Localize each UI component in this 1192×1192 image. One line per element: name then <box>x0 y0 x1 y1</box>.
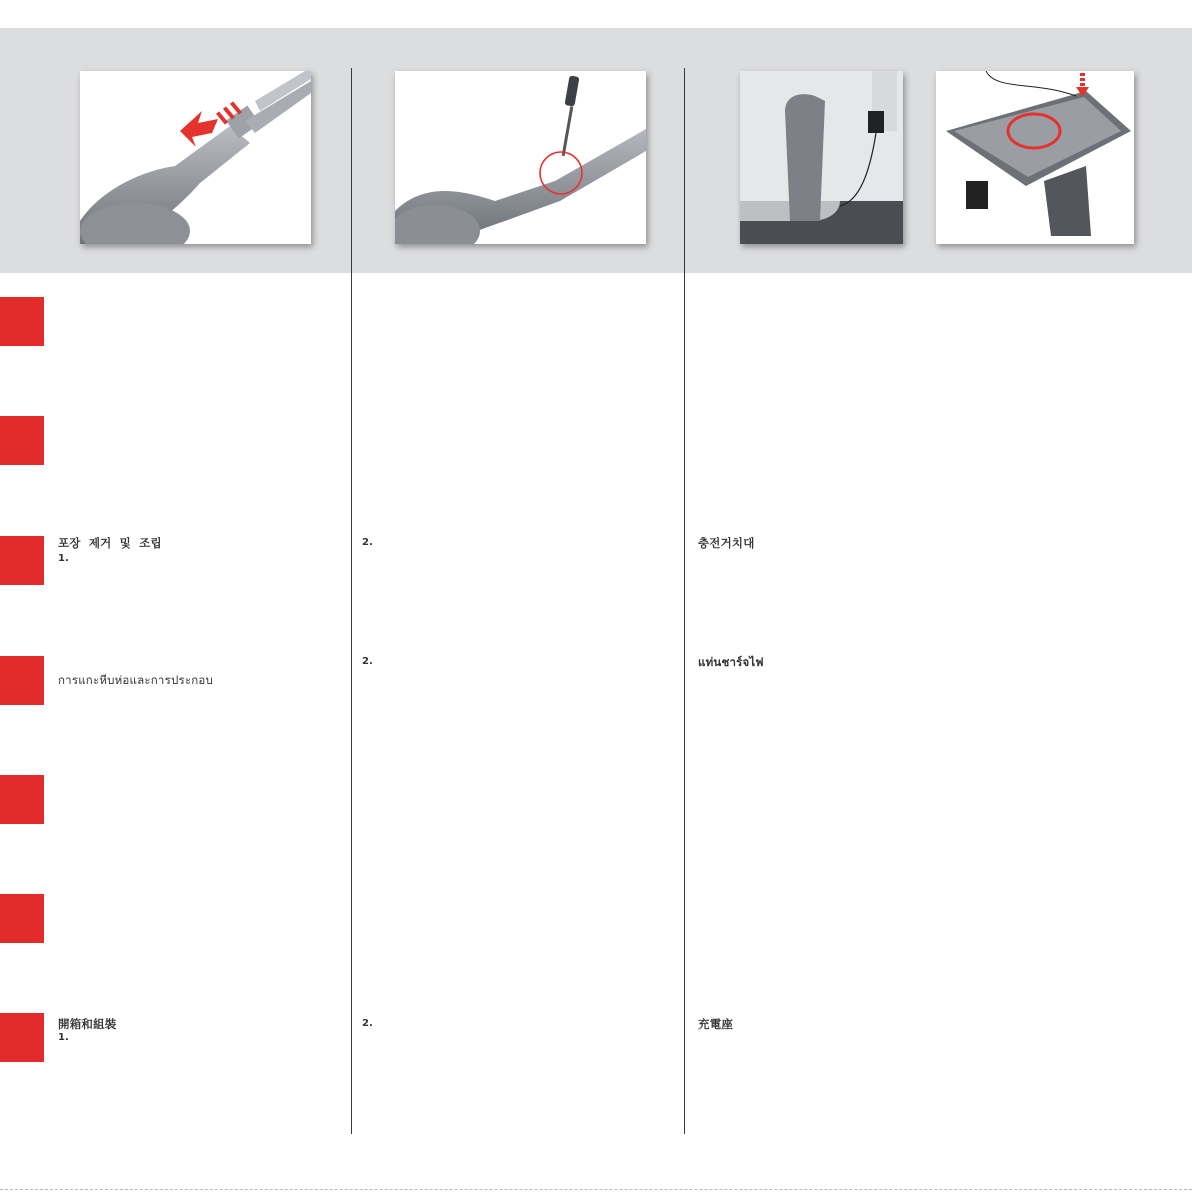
cable-routing-illustration <box>936 71 1134 244</box>
photo-screw-fixing <box>395 71 646 244</box>
language-tab-7 <box>0 1013 44 1062</box>
step-1-zh: 1. <box>58 1032 69 1043</box>
language-tab-6 <box>0 894 44 943</box>
heading-unpacking-th: การแกะหีบห่อและการประกอบ <box>58 673 213 687</box>
language-tab-1 <box>0 297 44 346</box>
heading-charging-stand-zh: 充電座 <box>698 1017 734 1031</box>
photo-handle-insertion <box>80 71 311 244</box>
heading-charging-stand-ko: 충전거치대 <box>698 536 755 550</box>
heading-unpacking-ko: 포장 제거 및 조립 <box>58 536 162 550</box>
screw-fixing-illustration <box>395 71 646 244</box>
step-2-zh: 2. <box>362 1018 373 1029</box>
handle-insertion-illustration <box>80 71 311 244</box>
heading-charging-stand-th: แท่นชาร์จไฟ <box>698 655 764 669</box>
photo-cable-routing <box>936 71 1134 244</box>
step-2-th: 2. <box>362 656 373 667</box>
column-divider-1 <box>351 68 352 1134</box>
heading-unpacking-zh: 開箱和組裝 <box>58 1017 117 1031</box>
language-tab-3 <box>0 536 44 585</box>
power-adapter-icon <box>868 111 884 133</box>
column-divider-2 <box>684 68 685 1134</box>
language-tab-5 <box>0 775 44 824</box>
step-2-ko: 2. <box>362 537 373 548</box>
charging-stand-illustration <box>740 71 903 244</box>
language-tab-4 <box>0 656 44 705</box>
photo-charging-stand <box>740 71 903 244</box>
language-tab-2 <box>0 416 44 465</box>
footer-dashed-line <box>0 1189 1192 1190</box>
step-1-ko: 1. <box>58 553 69 564</box>
